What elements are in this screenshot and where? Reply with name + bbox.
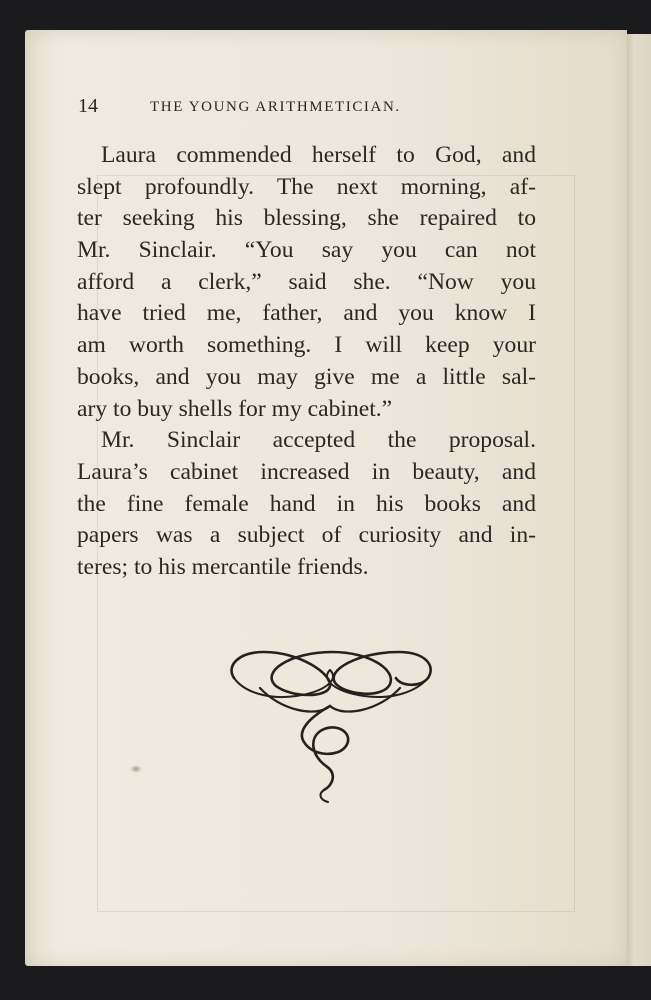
text-line: have tried me, father, and you know I: [77, 300, 536, 327]
text-line: afford a clerk,” said she. “Now you: [77, 268, 536, 295]
text-line: the fine female hand in his books and: [77, 490, 536, 517]
text-line: am worth something. I will keep your: [77, 332, 536, 359]
text-line: papers was a subject of curiosity and in-: [77, 522, 536, 549]
page-number: 14: [78, 95, 98, 117]
text-line: ary to buy shells for my cabinet.”: [77, 395, 393, 422]
next-page-edge: [627, 34, 651, 966]
text-line: Mr. Sinclair accepted the proposal.: [101, 427, 536, 454]
text-line: slept profoundly. The next morning, af-: [77, 173, 536, 200]
paper-stain: [130, 765, 142, 773]
text-line: ter seeking his blessing, she repaired to: [77, 205, 536, 232]
text-line: books, and you may give me a little sal-: [77, 363, 536, 390]
text-line: Laura commended herself to God, and: [101, 142, 536, 168]
flourish-ornament-icon: [220, 640, 440, 810]
running-header: [78, 95, 548, 121]
text-line: Mr. Sinclair. “You say you can not: [77, 237, 536, 264]
text-line: teres; to his mercantile friends.: [77, 553, 369, 580]
running-title: THE YOUNG ARITHMETICIAN.: [150, 99, 401, 115]
text-line: Laura’s cabinet increased in beauty, and: [77, 458, 536, 485]
body-text: [77, 140, 536, 584]
